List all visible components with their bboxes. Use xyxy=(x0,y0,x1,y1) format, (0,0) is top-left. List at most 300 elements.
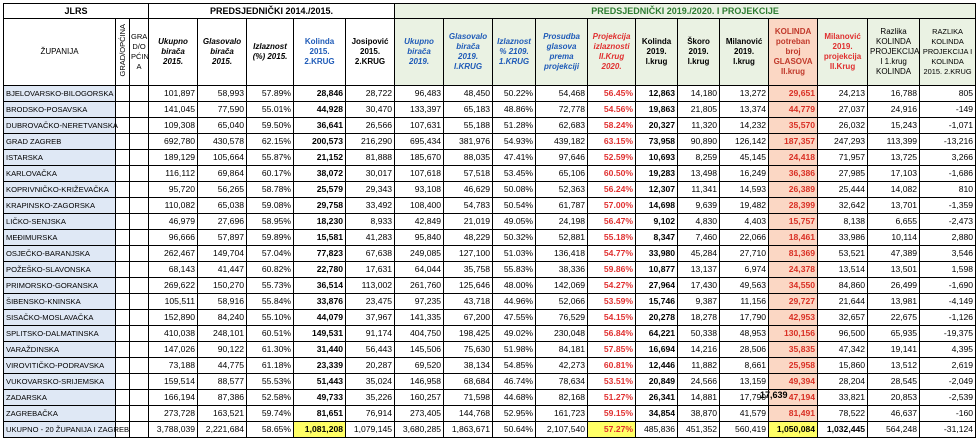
data-cell: -1,126 xyxy=(920,310,976,326)
data-cell: 81,651 xyxy=(294,406,346,422)
data-cell: 57,518 xyxy=(444,166,493,182)
data-cell: 46,637 xyxy=(868,406,920,422)
data-cell: 32,657 xyxy=(818,310,868,326)
col-header-prosudba: Prosudba glasova prema projekciji xyxy=(536,19,588,86)
data-cell: 141,335 xyxy=(395,310,444,326)
data-cell: 18,230 xyxy=(294,214,346,230)
data-cell: 14,593 xyxy=(720,182,769,198)
data-cell: 65,935 xyxy=(868,326,920,342)
grad-opcina-cell xyxy=(116,182,130,198)
data-cell: 48.00% xyxy=(493,278,536,294)
col-header-ukupno-2019: Ukupno birača 2019. xyxy=(395,19,444,86)
data-cell: 44,779 xyxy=(769,102,818,118)
data-cell: 54.85% xyxy=(493,358,536,374)
data-cell: 1,050,084 xyxy=(769,422,818,438)
data-cell: 13,159 xyxy=(720,374,769,390)
data-cell: 113,002 xyxy=(346,278,395,294)
data-cell: 26,566 xyxy=(346,118,395,134)
data-cell: 59.89% xyxy=(247,230,294,246)
data-cell: 56,265 xyxy=(198,182,247,198)
data-cell: 16,694 xyxy=(636,342,678,358)
data-cell: 78,522 xyxy=(818,406,868,422)
data-cell: 130,156 xyxy=(769,326,818,342)
table-row xyxy=(4,150,976,166)
grad-opcina-cell xyxy=(116,134,130,150)
data-cell: 38,870 xyxy=(678,406,720,422)
col-header-izlaznost-2015: Izlaznost (%) 2015. xyxy=(247,19,294,86)
data-cell: 96,666 xyxy=(149,230,198,246)
data-cell: 57,897 xyxy=(198,230,247,246)
data-cell: 216,290 xyxy=(346,134,395,150)
data-cell: 24,213 xyxy=(818,86,868,102)
data-cell: 3,546 xyxy=(920,246,976,262)
data-cell: 185,670 xyxy=(395,150,444,166)
data-cell: 60.50% xyxy=(588,166,636,182)
data-cell: 17,430 xyxy=(678,278,720,294)
data-cell: -149 xyxy=(920,102,976,118)
data-cell: 13,272 xyxy=(720,86,769,102)
data-cell: 47,194 xyxy=(769,390,818,406)
data-cell: 34,854 xyxy=(636,406,678,422)
data-cell: 107,618 xyxy=(395,166,444,182)
data-cell: 50.32% xyxy=(493,230,536,246)
col-header-razlika-2015: RAZLIKA KOLINDA PROJEKCIJA I KOLINDA 2015. 2.KRUG xyxy=(920,19,976,86)
data-cell: 14,180 xyxy=(678,86,720,102)
data-cell: 54.15% xyxy=(588,310,636,326)
county-name: MEĐIMURSKA xyxy=(4,230,116,246)
data-cell: 52,881 xyxy=(536,230,588,246)
data-cell: 21,152 xyxy=(294,150,346,166)
data-cell: 141,045 xyxy=(149,102,198,118)
data-cell: 57.00% xyxy=(588,198,636,214)
table-row xyxy=(4,102,976,118)
county-name: GRAD ZAGREB xyxy=(4,134,116,150)
data-cell: 29,727 xyxy=(769,294,818,310)
data-cell: 13,512 xyxy=(868,358,920,374)
col-header-kolinda-2019: Kolinda 2019. I.krug xyxy=(636,19,678,86)
data-cell: 60.51% xyxy=(247,326,294,342)
data-cell: 47.55% xyxy=(493,310,536,326)
grad-opcina-cell xyxy=(116,278,130,294)
table-row xyxy=(4,278,976,294)
data-cell: 37,967 xyxy=(346,310,395,326)
county-name: SPLITSKO-DALMATINSKA xyxy=(4,326,116,342)
data-cell: 1,081,208 xyxy=(294,422,346,438)
data-cell: 60.81% xyxy=(588,358,636,374)
grad-opcina-cell xyxy=(116,406,130,422)
data-cell: 9,387 xyxy=(678,294,720,310)
data-cell: 3,788,039 xyxy=(149,422,198,438)
data-cell: -2,049 xyxy=(920,374,976,390)
data-cell: 27,710 xyxy=(720,246,769,262)
data-cell: 3,680,285 xyxy=(395,422,444,438)
header-row-columns xyxy=(4,19,976,86)
data-cell: 54,468 xyxy=(536,86,588,102)
data-cell: 51,443 xyxy=(294,374,346,390)
grad-opcina-cell xyxy=(130,262,149,278)
data-cell: 159,514 xyxy=(149,374,198,390)
data-cell: 71,598 xyxy=(444,390,493,406)
data-cell: 230,048 xyxy=(536,326,588,342)
data-cell: 55.87% xyxy=(247,150,294,166)
grad-opcina-cell xyxy=(130,310,149,326)
table-row xyxy=(4,198,976,214)
table-row xyxy=(4,310,976,326)
data-cell: 51.03% xyxy=(493,246,536,262)
data-cell: 78,634 xyxy=(536,374,588,390)
footer-value: 17,639 xyxy=(760,390,788,400)
data-cell: 97,235 xyxy=(395,294,444,310)
col-header-glasovalo-2015: Glasovalo birača 2015. xyxy=(198,19,247,86)
section-2019-header: PREDSJEDNIČKI 2019./2020. I PROJEKCIJE xyxy=(395,4,976,19)
data-cell: 28,506 xyxy=(720,342,769,358)
data-cell: 410,038 xyxy=(149,326,198,342)
data-cell: -19,375 xyxy=(920,326,976,342)
data-cell: 161,723 xyxy=(536,406,588,422)
col-header-zupanija: ŽUPANIJA xyxy=(4,19,116,86)
data-cell: 54.77% xyxy=(588,246,636,262)
data-cell: 564,248 xyxy=(868,422,920,438)
county-name: VIROVITIČKO-PODRAVSKA xyxy=(4,358,116,374)
data-cell: 15,581 xyxy=(294,230,346,246)
grad-opcina-cell xyxy=(116,390,130,406)
data-cell: 113,399 xyxy=(868,134,920,150)
grad-opcina-cell xyxy=(116,86,130,102)
data-cell: 152,890 xyxy=(149,310,198,326)
data-cell: 810 xyxy=(920,182,976,198)
data-cell: 116,112 xyxy=(149,166,198,182)
data-cell: 22,066 xyxy=(720,230,769,246)
data-cell: 91,174 xyxy=(346,326,395,342)
data-cell: 59.86% xyxy=(588,262,636,278)
data-cell: 13,137 xyxy=(678,262,720,278)
data-cell: 42,849 xyxy=(395,214,444,230)
table-row xyxy=(4,118,976,134)
data-cell: 13,514 xyxy=(818,262,868,278)
data-cell: 110,082 xyxy=(149,198,198,214)
data-cell: 160,257 xyxy=(395,390,444,406)
data-cell: 46,629 xyxy=(444,182,493,198)
data-cell: 560,419 xyxy=(720,422,769,438)
data-cell: 43,718 xyxy=(444,294,493,310)
data-cell: 29,343 xyxy=(346,182,395,198)
data-cell: 54.56% xyxy=(588,102,636,118)
data-cell: 261,760 xyxy=(395,278,444,294)
data-cell: 125,646 xyxy=(444,278,493,294)
data-cell: 14,216 xyxy=(678,342,720,358)
grad-opcina-cell xyxy=(130,326,149,342)
data-cell: 55,188 xyxy=(444,118,493,134)
grad-opcina-cell xyxy=(130,390,149,406)
table-row xyxy=(4,326,976,342)
data-cell: 19,141 xyxy=(868,342,920,358)
county-name: BJELOVARSKO-BILOGORSKA xyxy=(4,86,116,102)
section-2014-header: PREDSJEDNIČKI 2014./2015. xyxy=(149,4,395,19)
data-cell: 10,114 xyxy=(868,230,920,246)
grad-opcina-label: GRAD/OPĆINA xyxy=(117,24,127,77)
data-cell: 52,066 xyxy=(536,294,588,310)
data-cell: 62,683 xyxy=(536,118,588,134)
data-cell: 21,644 xyxy=(818,294,868,310)
data-cell: 23,339 xyxy=(294,358,346,374)
grad-opcina-cell xyxy=(116,342,130,358)
grad-opcina-cell xyxy=(130,198,149,214)
data-cell: 17,790 xyxy=(720,390,769,406)
data-cell: -1,359 xyxy=(920,198,976,214)
data-cell: 8,661 xyxy=(720,358,769,374)
data-cell: 95,840 xyxy=(395,230,444,246)
data-cell: 51.28% xyxy=(493,118,536,134)
data-cell: 55.84% xyxy=(247,294,294,310)
grad-opcina-cell xyxy=(130,118,149,134)
data-cell: 75,630 xyxy=(444,342,493,358)
data-cell: 17,631 xyxy=(346,262,395,278)
col-header-grad-opcina-short: GRA D/O PĆIN A xyxy=(130,19,149,86)
data-cell: 1,863,671 xyxy=(444,422,493,438)
data-cell: 36,386 xyxy=(769,166,818,182)
col-header-grad-opcina xyxy=(116,19,130,86)
jlrs-header: JLRS xyxy=(4,4,149,19)
data-cell: 8,347 xyxy=(636,230,678,246)
grad-opcina-cell xyxy=(130,150,149,166)
data-cell: 41,283 xyxy=(346,230,395,246)
data-cell: 38,072 xyxy=(294,166,346,182)
data-cell: 24,198 xyxy=(536,214,588,230)
table-body xyxy=(4,86,976,438)
data-cell: 53.45% xyxy=(493,166,536,182)
col-header-projekcija-izlaznosti: Projekcija izlaznosti II.Krug 2020. xyxy=(588,19,636,86)
data-cell: 26,032 xyxy=(818,118,868,134)
data-cell: 65,183 xyxy=(444,102,493,118)
data-cell: 53,521 xyxy=(818,246,868,262)
county-name: ZADARSKA xyxy=(4,390,116,406)
grad-opcina-cell xyxy=(116,214,130,230)
data-cell: 90,122 xyxy=(198,342,247,358)
table-row xyxy=(4,182,976,198)
county-name: DUBROVAČKO-NERETVANSKA xyxy=(4,118,116,134)
data-cell: 26,389 xyxy=(769,182,818,198)
grad-opcina-cell xyxy=(116,326,130,342)
data-cell: 56.47% xyxy=(588,214,636,230)
data-cell: 60.82% xyxy=(247,262,294,278)
data-cell: 24,378 xyxy=(769,262,818,278)
county-name: ISTARSKA xyxy=(4,150,116,166)
data-cell: 48,229 xyxy=(444,230,493,246)
table-row xyxy=(4,246,976,262)
table-row xyxy=(4,342,976,358)
data-cell: 11,882 xyxy=(678,358,720,374)
county-name: SISAČKO-MOSLAVAČKA xyxy=(4,310,116,326)
data-cell: 76,914 xyxy=(346,406,395,422)
data-cell: 77,590 xyxy=(198,102,247,118)
data-cell: 15,757 xyxy=(769,214,818,230)
data-cell: 30,017 xyxy=(346,166,395,182)
data-cell: 20,849 xyxy=(636,374,678,390)
col-header-izlaznost-2019: Izlaznost % 2109. 1.KRUG xyxy=(493,19,536,86)
data-cell: 22,675 xyxy=(868,310,920,326)
data-cell: 14,082 xyxy=(868,182,920,198)
data-cell: 4,395 xyxy=(920,342,976,358)
grad-opcina-cell xyxy=(130,102,149,118)
data-cell: 82,168 xyxy=(536,390,588,406)
county-name: ŠIBENSKO-KNINSKA xyxy=(4,294,116,310)
table-row xyxy=(4,86,976,102)
data-cell: 59.50% xyxy=(247,118,294,134)
data-cell: 20,278 xyxy=(636,310,678,326)
county-name: KARLOVAČKA xyxy=(4,166,116,182)
data-cell: 65,106 xyxy=(536,166,588,182)
data-cell: 163,521 xyxy=(198,406,247,422)
county-name: ZAGREBAČKA xyxy=(4,406,116,422)
data-cell: 142,069 xyxy=(536,278,588,294)
data-cell: 6,974 xyxy=(720,262,769,278)
data-cell: 55.01% xyxy=(247,102,294,118)
data-cell: 7,460 xyxy=(678,230,720,246)
data-cell: 14,881 xyxy=(678,390,720,406)
data-cell: 64,044 xyxy=(395,262,444,278)
data-cell: 13,725 xyxy=(868,150,920,166)
data-cell: 64,221 xyxy=(636,326,678,342)
table-row xyxy=(4,390,976,406)
col-header-razlika-1krug: Razlika KOLINDA PROJEKCIJA I 1.krug KOLINDA xyxy=(868,19,920,86)
data-cell: 45,284 xyxy=(678,246,720,262)
grad-opcina-cell xyxy=(130,230,149,246)
data-cell: 46.74% xyxy=(493,374,536,390)
data-cell: 68,684 xyxy=(444,374,493,390)
data-cell: 58,993 xyxy=(198,86,247,102)
data-cell: 101,897 xyxy=(149,86,198,102)
data-cell: 47.41% xyxy=(493,150,536,166)
grad-opcina-cell xyxy=(130,214,149,230)
data-cell: 38,134 xyxy=(444,358,493,374)
data-cell: 33,986 xyxy=(818,230,868,246)
data-cell: 46,979 xyxy=(149,214,198,230)
data-cell: 49.02% xyxy=(493,326,536,342)
data-cell: 11,320 xyxy=(678,118,720,134)
data-cell: 16,249 xyxy=(720,166,769,182)
table-row xyxy=(4,374,976,390)
table-row xyxy=(4,134,976,150)
data-cell: 27,964 xyxy=(636,278,678,294)
data-cell: 150,270 xyxy=(198,278,247,294)
data-cell: 54.27% xyxy=(588,278,636,294)
data-cell: 2,107,540 xyxy=(536,422,588,438)
total-row xyxy=(4,422,976,438)
data-cell: 1,032,445 xyxy=(818,422,868,438)
data-cell: 58.65% xyxy=(247,422,294,438)
grad-opcina-cell xyxy=(116,230,130,246)
data-cell: -160 xyxy=(920,406,976,422)
data-cell: 692,780 xyxy=(149,134,198,150)
data-cell: 63.15% xyxy=(588,134,636,150)
data-cell: 58.78% xyxy=(247,182,294,198)
data-cell: 109,308 xyxy=(149,118,198,134)
data-cell: 47,389 xyxy=(868,246,920,262)
county-name: BRODSKO-POSAVSKA xyxy=(4,102,116,118)
data-cell: 90,890 xyxy=(678,134,720,150)
data-cell: 55.73% xyxy=(247,278,294,294)
data-cell: 48.86% xyxy=(493,102,536,118)
data-cell: 25,444 xyxy=(818,182,868,198)
data-cell: 71,957 xyxy=(818,150,868,166)
grad-opcina-cell xyxy=(116,294,130,310)
county-name: POŽEŠKO-SLAVONSKA xyxy=(4,262,116,278)
data-cell: 54,783 xyxy=(444,198,493,214)
data-cell: 55.18% xyxy=(588,230,636,246)
col-header-glasovalo-2019: Glasovalo birača 2019. I.KRUG xyxy=(444,19,493,86)
data-cell: 28,399 xyxy=(769,198,818,214)
grad-opcina-cell xyxy=(130,422,149,438)
county-name: KRAPINSKO-ZAGORSKA xyxy=(4,198,116,214)
data-cell: 13,501 xyxy=(868,262,920,278)
data-cell: 21,019 xyxy=(444,214,493,230)
data-cell: 25,579 xyxy=(294,182,346,198)
data-cell: -1,690 xyxy=(920,278,976,294)
data-cell: 52,363 xyxy=(536,182,588,198)
data-cell: 59.74% xyxy=(247,406,294,422)
table-row xyxy=(4,358,976,374)
data-cell: 10,877 xyxy=(636,262,678,278)
data-cell: 51.98% xyxy=(493,342,536,358)
grad-opcina-cell xyxy=(116,102,130,118)
data-cell: 53.59% xyxy=(588,294,636,310)
data-cell: 61.18% xyxy=(247,358,294,374)
col-header-milanovic-projekcija: Milanović 2019. projekcija II.Krug xyxy=(818,19,868,86)
data-cell: 88,035 xyxy=(444,150,493,166)
data-cell: 149,531 xyxy=(294,326,346,342)
grad-opcina-cell xyxy=(130,278,149,294)
data-cell: 42,953 xyxy=(769,310,818,326)
data-cell: 49.05% xyxy=(493,214,536,230)
data-cell: 28,722 xyxy=(346,86,395,102)
data-cell: 57.04% xyxy=(247,246,294,262)
data-cell: 58.24% xyxy=(588,118,636,134)
data-cell: 8,138 xyxy=(818,214,868,230)
data-cell: 4,403 xyxy=(720,214,769,230)
header-row-sections xyxy=(4,4,976,19)
grad-opcina-cell xyxy=(130,166,149,182)
grad-opcina-cell xyxy=(116,374,130,390)
data-cell: 33,821 xyxy=(818,390,868,406)
data-cell: 30,470 xyxy=(346,102,395,118)
data-cell: 51.27% xyxy=(588,390,636,406)
data-cell: 32,642 xyxy=(818,198,868,214)
data-cell: 11,156 xyxy=(720,294,769,310)
data-cell: 22,780 xyxy=(294,262,346,278)
data-cell: 44,079 xyxy=(294,310,346,326)
data-cell: 50,338 xyxy=(678,326,720,342)
col-header-kolinda-2015: Kolinda 2015. 2.KRUG xyxy=(294,19,346,86)
data-cell: 1,079,145 xyxy=(346,422,395,438)
data-cell: 11,341 xyxy=(678,182,720,198)
data-cell: 34,550 xyxy=(769,278,818,294)
data-cell: 29,758 xyxy=(294,198,346,214)
data-cell: 20,853 xyxy=(868,390,920,406)
grad-opcina-cell xyxy=(116,246,130,262)
data-cell: 8,933 xyxy=(346,214,395,230)
data-cell: 28,846 xyxy=(294,86,346,102)
data-cell: 36,514 xyxy=(294,278,346,294)
data-cell: 81,369 xyxy=(769,246,818,262)
data-cell: 31,440 xyxy=(294,342,346,358)
data-cell: 146,958 xyxy=(395,374,444,390)
data-cell: 50.54% xyxy=(493,198,536,214)
data-cell: 54.93% xyxy=(493,134,536,150)
data-cell: 15,746 xyxy=(636,294,678,310)
data-cell: 77,823 xyxy=(294,246,346,262)
data-cell: 45,145 xyxy=(720,150,769,166)
col-header-josipovic-2015: Josipović 2015. 2.KRUG xyxy=(346,19,395,86)
